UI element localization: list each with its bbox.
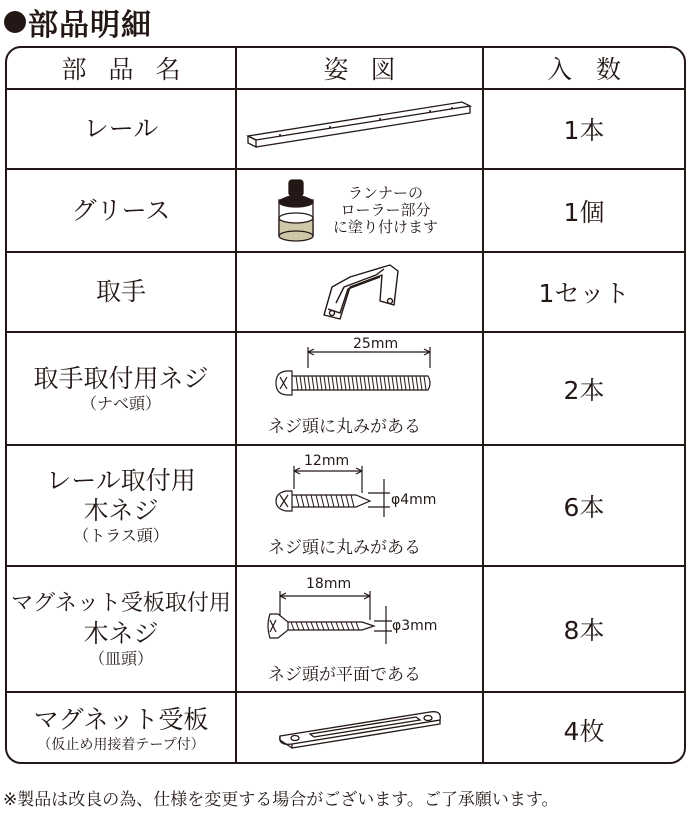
title-text: 部品明細 [28, 8, 152, 43]
table-row [7, 691, 684, 764]
part-subname: （皿頭） [88, 649, 153, 668]
pan-head-screw-icon [266, 346, 436, 398]
table-row [7, 331, 684, 444]
header-row [7, 48, 684, 88]
screw-caption: ネジ頭に丸みがある [268, 417, 421, 437]
grease-tube-icon [273, 176, 319, 246]
table-row [7, 565, 684, 691]
part-name: マグネット受板 [33, 704, 209, 734]
part-quantity: 2本 [563, 375, 605, 405]
part-name: マグネット受板取付用 [11, 591, 231, 616]
length-label: 25mm [353, 336, 399, 352]
part-quantity: 4枚 [563, 716, 605, 746]
screw-caption: ネジ頭が平面である [268, 665, 421, 685]
diameter-label: φ4mm [391, 492, 437, 508]
section-title [4, 0, 152, 44]
part-quantity: 8本 [563, 616, 605, 645]
bullet-icon [4, 11, 26, 33]
flat-head-screw-icon [264, 590, 404, 652]
diameter-label: φ3mm [392, 618, 438, 634]
table-row [7, 88, 684, 168]
part-name: 取手 [95, 277, 146, 306]
part-name-line2: 木ネジ [83, 495, 159, 525]
part-name: グリース [71, 195, 171, 225]
table-row [7, 444, 684, 565]
screw-caption: ネジ頭に丸みがある [268, 538, 421, 558]
part-quantity: 1本 [563, 116, 605, 145]
part-name: レール [83, 114, 159, 143]
magnet-plate-icon [270, 700, 450, 760]
truss-head-screw-icon [272, 465, 402, 525]
part-subname: （仮止め用接着テープ付） [37, 736, 205, 753]
part-name: 取手取付用ネジ [33, 363, 209, 393]
part-subname: （ナベ頭） [80, 393, 161, 413]
parts-table [5, 46, 686, 764]
length-label: 18mm [306, 576, 352, 592]
header-figure: 姿図 [323, 55, 418, 84]
header-name: 部品名 [61, 55, 203, 84]
part-name: レール取付用 [46, 465, 196, 495]
grease-note: ランナーの ローラー部分 に塗り付けます [333, 184, 439, 236]
handle-icon [310, 257, 410, 327]
part-quantity: 6本 [563, 492, 605, 522]
part-name-line2: 木ネジ [83, 619, 159, 648]
header-quantity: 入数 [546, 55, 645, 84]
part-subname: （トラス頭） [73, 525, 169, 545]
table-row [7, 251, 684, 331]
footnote: ※製品は改良の為、仕様を変更する場合がございます。ご了承願います。 [3, 790, 559, 810]
rail-icon [240, 94, 480, 164]
part-quantity: 1セット [538, 279, 630, 308]
table-row [7, 168, 684, 251]
part-quantity: 1個 [563, 197, 605, 227]
length-label: 12mm [304, 453, 350, 469]
